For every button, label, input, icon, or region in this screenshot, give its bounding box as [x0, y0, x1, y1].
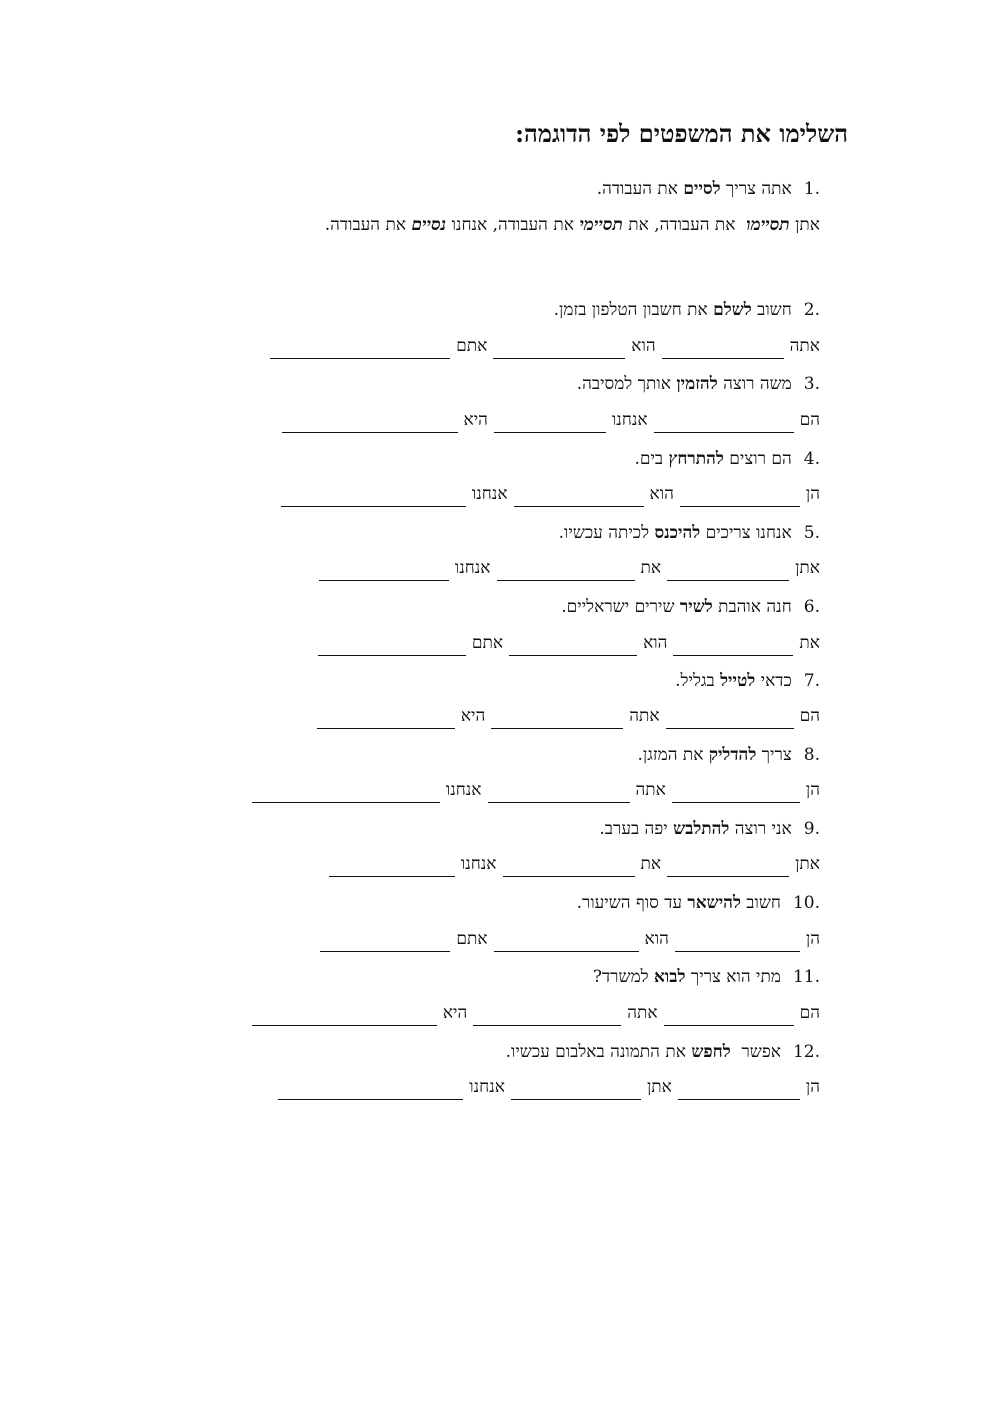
infinitive-verb: להתלבש: [673, 819, 730, 839]
sentence-after: יפה בערב.: [599, 819, 674, 839]
infinitive-verb: להתרחץ: [668, 449, 724, 469]
sentence-before: חשוב: [740, 893, 781, 913]
item-number: 6.: [803, 597, 820, 617]
answer-line: [264, 333, 820, 359]
answer-blank[interactable]: [662, 344, 784, 359]
pronoun-label: אתם: [456, 929, 488, 949]
pronoun-label: אנחנו: [469, 1077, 505, 1097]
pronoun-label: אתה: [627, 1003, 658, 1023]
pronoun-label: את: [799, 633, 820, 653]
answer-blank[interactable]: [282, 418, 458, 433]
item-number: 11.: [792, 967, 820, 987]
exercise-sentence: [506, 1039, 820, 1065]
sentence-after: אותך למסיבה.: [576, 374, 677, 394]
example-answer: [325, 212, 820, 238]
answer-blank[interactable]: [281, 492, 466, 507]
answer-blank[interactable]: [488, 788, 630, 803]
sentence-before: משה רוצה: [717, 374, 792, 394]
answer-blank[interactable]: [680, 492, 800, 507]
answer-blank[interactable]: [511, 1085, 641, 1100]
answer-blank[interactable]: [473, 1011, 621, 1026]
sentence-after: שירים ישראליים.: [561, 597, 680, 617]
sentence-after: את חשבון הטלפון בזמן.: [553, 300, 714, 320]
sentence-before: מתי הוא צריך: [685, 967, 781, 987]
worksheet-title: השלימו את המשפטים לפי הדוגמה:: [515, 119, 848, 148]
pronoun-label: אנחנו: [445, 780, 482, 800]
pronoun-label: היא: [442, 1003, 468, 1023]
exercise-sentence: [634, 446, 820, 472]
answer-blank[interactable]: [494, 418, 606, 433]
infinitive-verb: להדליק: [708, 745, 757, 765]
exercise-sentence: [675, 668, 820, 694]
pronoun-label: אתן: [646, 1077, 672, 1097]
answer-line: [275, 481, 820, 507]
answer-blank[interactable]: [278, 1085, 463, 1100]
pronoun-label: אתה: [629, 706, 660, 726]
example-text: את העבודה.: [324, 215, 412, 235]
exercise-sentence: [577, 890, 820, 916]
sentence-after: בגליל.: [675, 671, 721, 691]
answer-blank[interactable]: [667, 566, 789, 581]
pronoun-label: הן: [805, 929, 820, 949]
answer-line: [246, 1000, 820, 1026]
item-number: 8.: [803, 745, 820, 765]
sentence-before: הם רוצים: [723, 449, 792, 469]
infinitive-verb: לשלם: [713, 300, 752, 320]
sentence-before: אתה צריך: [725, 179, 792, 199]
item-number: 10.: [792, 893, 820, 913]
item-number: 3.: [803, 374, 820, 394]
answer-blank[interactable]: [329, 862, 455, 877]
infinitive-verb: לחפש: [691, 1042, 731, 1062]
answer-blank[interactable]: [673, 641, 793, 656]
answer-blank[interactable]: [654, 418, 794, 433]
answer-blank[interactable]: [678, 1085, 800, 1100]
answer-blank[interactable]: [318, 641, 466, 656]
pronoun-label: הם: [799, 706, 820, 726]
exercise-sentence: [554, 297, 820, 323]
item-number: 4.: [803, 449, 820, 469]
answer-blank[interactable]: [319, 566, 449, 581]
pronoun-label: אתן: [795, 854, 820, 874]
infinitive-verb: לטייל: [720, 671, 756, 691]
item-number: 2.: [803, 300, 820, 320]
answer-blank[interactable]: [497, 566, 635, 581]
sentence-after: בים.: [634, 449, 669, 469]
pronoun-label: את: [640, 854, 662, 874]
example-conjugated-verb: תסיימו: [746, 215, 790, 235]
example-sentence: [597, 176, 820, 202]
pronoun-label: אתה: [789, 336, 820, 356]
sentence-after: עד סוף השיעור.: [576, 893, 688, 913]
pronoun-label: הוא: [643, 633, 668, 653]
exercise-sentence: [577, 371, 820, 397]
sentence-before: חנה אוהבת: [712, 597, 792, 617]
item-number: 9.: [803, 819, 820, 839]
pronoun-label: את: [640, 558, 662, 578]
answer-line: [246, 777, 820, 803]
answer-blank[interactable]: [270, 344, 450, 359]
answer-line: [311, 703, 820, 729]
answer-blank[interactable]: [664, 1011, 794, 1026]
item-number: 5.: [803, 523, 820, 543]
answer-blank[interactable]: [494, 937, 639, 952]
exercise-sentence: [561, 594, 820, 620]
answer-line: [314, 926, 820, 952]
sentence-after: למשרד?: [592, 967, 655, 987]
pronoun-label: אתם: [471, 633, 504, 653]
answer-blank[interactable]: [320, 937, 450, 952]
answer-line: [276, 407, 821, 433]
exercise-sentence: [559, 520, 820, 546]
answer-line: [313, 555, 820, 581]
pronoun-label: אנחנו: [471, 484, 508, 504]
answer-line: [272, 1074, 820, 1100]
infinitive-verb: לשיר: [679, 597, 713, 617]
pronoun-label: אתם: [456, 336, 488, 356]
pronoun-label: הן: [805, 484, 820, 504]
answer-blank[interactable]: [672, 788, 800, 803]
exercise-sentence: [638, 742, 820, 768]
sentence-before: כדאי: [755, 671, 792, 691]
infinitive-verb: להזמין: [676, 374, 718, 394]
answer-blank[interactable]: [667, 862, 789, 877]
pronoun-label: הוא: [631, 336, 656, 356]
answer-line: [312, 630, 820, 656]
infinitive-verb: לבוא: [654, 967, 686, 987]
answer-blank[interactable]: [666, 714, 794, 729]
pronoun-label: אנחנו: [454, 558, 491, 578]
pronoun-label: הם: [799, 410, 820, 430]
sentence-before: אני רוצה: [729, 819, 792, 839]
sentence-before: אפשר: [730, 1042, 781, 1062]
pronoun-label: היא: [463, 410, 488, 430]
sentence-after: את המזגן.: [637, 745, 709, 765]
sentence-before: חשוב: [751, 300, 792, 320]
pronoun-label: אנחנו: [460, 854, 497, 874]
answer-blank[interactable]: [491, 714, 623, 729]
answer-blank[interactable]: [514, 492, 644, 507]
exercise-sentence: [599, 816, 820, 842]
pronoun-label: הם: [799, 1003, 820, 1023]
pronoun-label: הוא: [649, 484, 674, 504]
example-text: את העבודה, אנחנו: [446, 215, 580, 235]
answer-blank[interactable]: [503, 862, 635, 877]
pronoun-label: אנחנו: [611, 410, 648, 430]
sentence-after: לכיתה עכשיו.: [558, 523, 655, 543]
example-conjugated-verb: תסיימי: [579, 215, 623, 235]
infinitive-verb: לסיים: [683, 179, 721, 199]
example-conjugated-verb: נסיים: [411, 215, 447, 235]
answer-blank[interactable]: [252, 1011, 437, 1026]
answer-blank[interactable]: [252, 788, 440, 803]
answer-blank[interactable]: [509, 641, 637, 656]
pronoun-label: הן: [805, 1077, 820, 1097]
item-number: 1.: [803, 179, 820, 199]
exercise-sentence: [593, 964, 820, 990]
item-number: 7.: [803, 671, 820, 691]
example-text: את העבודה, את: [622, 215, 747, 235]
pronoun-label: היא: [460, 706, 486, 726]
example-text: אתן: [789, 215, 820, 235]
answer-blank[interactable]: [493, 344, 625, 359]
answer-line: [323, 851, 820, 877]
pronoun-label: אתה: [635, 780, 666, 800]
pronoun-label: הוא: [644, 929, 669, 949]
sentence-before: צריך: [756, 745, 792, 765]
sentence-after: את העבודה.: [596, 179, 678, 199]
sentence-before: אנחנו צריכים: [700, 523, 792, 543]
answer-blank[interactable]: [317, 714, 455, 729]
item-number: 12.: [792, 1042, 820, 1062]
infinitive-verb: להישאר: [687, 893, 741, 913]
answer-blank[interactable]: [675, 937, 800, 952]
pronoun-label: אתן: [795, 558, 820, 578]
pronoun-label: הן: [805, 780, 820, 800]
infinitive-verb: להיכנס: [654, 523, 701, 543]
sentence-after: את התמונה באלבום עכשיו.: [505, 1042, 692, 1062]
